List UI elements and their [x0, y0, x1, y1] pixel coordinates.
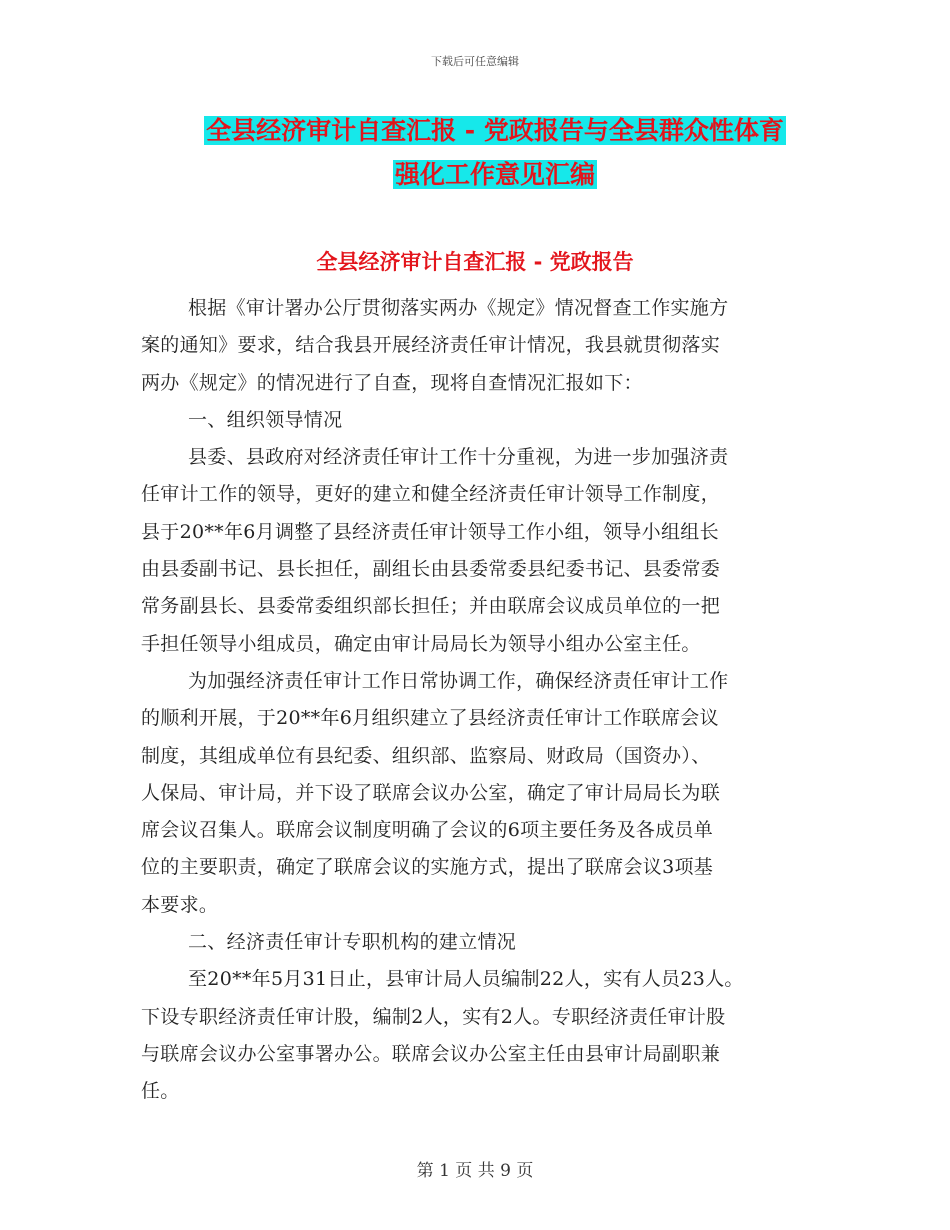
- heading-agency: [141, 924, 811, 961]
- text-line: 根据《审计署办公厅贯彻落实两办《规定》情况督查工作实施方: [188, 297, 729, 319]
- section-title: 全县经济审计自查汇报 - 党政报告: [316, 250, 634, 274]
- text-line: 县委、县政府对经济责任审计工作十分重视，为进一步加强济责: [188, 446, 729, 469]
- text-line: 为加强经济责任审计工作日常协调工作，确保经济责任审计工作: [188, 669, 729, 692]
- text-line: 常务副县长、县委常委组织部长担任；并由联席会议成员单位的一把: [141, 595, 721, 618]
- document-body: [141, 290, 811, 1111]
- heading-organization: [141, 402, 811, 439]
- text-line: 人保局、审计局，并下设了联席会议办公室，确定了审计局局长为联: [141, 781, 721, 804]
- header-note: 下载后可任意编辑: [431, 55, 519, 68]
- text-line: 席会议召集人。联席会议制度明确了会议的6项主要任务及各成员单: [141, 819, 714, 842]
- document-title-line-1: 全县经济审计自查汇报 - 党政报告与全县群众性体育: [206, 116, 784, 145]
- text-line: 由县委副书记、县长担任，副组长由县委常委县纪委书记、县委常委: [141, 558, 721, 581]
- text-line: 位的主要职责，确定了联席会议的实施方式，提出了联席会议3项基: [141, 856, 714, 879]
- text-line: 下设专职经济责任审计股，编制2人，实有2人。专职经济责任审计股: [141, 1005, 726, 1028]
- paragraph-intro: [141, 290, 811, 402]
- text-line: 任审计工作的领导，更好的建立和健全经济责任审计领导工作制度，: [141, 483, 721, 506]
- text-line: 二、经济责任审计专职机构的建立情况: [188, 931, 517, 954]
- text-line: 两办《规定》的情况进行了自查，现将自查情况汇报如下：: [141, 371, 643, 394]
- text-line: 一、组织领导情况: [188, 408, 343, 431]
- paragraph-coordination: [141, 663, 811, 924]
- paragraph-organization: [141, 439, 811, 663]
- text-line: 县于20**年6月调整了县经济责任审计领导工作小组，领导小组组长: [141, 520, 719, 543]
- text-line: 本要求。: [141, 893, 219, 916]
- paragraph-agency: [141, 961, 811, 1110]
- text-line: 案的通知》要求，结合我县开展经济责任审计情况，我县就贯彻落实: [141, 334, 721, 357]
- text-line: 的顺利开展，于20**年6月组织建立了县经济责任审计工作联席会议: [141, 707, 719, 730]
- text-line: 任。: [141, 1080, 180, 1103]
- text-line: 手担任领导小组成员，确定由审计局局长为领导小组办公室主任。: [141, 632, 701, 655]
- text-line: 至20**年5月31日止，县审计局人员编制22人，实有人员23人。: [188, 968, 744, 991]
- page-footer: 第 1 页 共 9 页: [416, 1161, 534, 1181]
- text-line: 与联席会议办公室事署办公。联席会议办公室主任由县审计局副职兼: [141, 1042, 721, 1065]
- document-title-line-2: 强化工作意见汇编: [394, 160, 595, 189]
- text-line: 制度，其组成单位有县纪委、组织部、监察局、财政局（国资办）、: [141, 744, 711, 767]
